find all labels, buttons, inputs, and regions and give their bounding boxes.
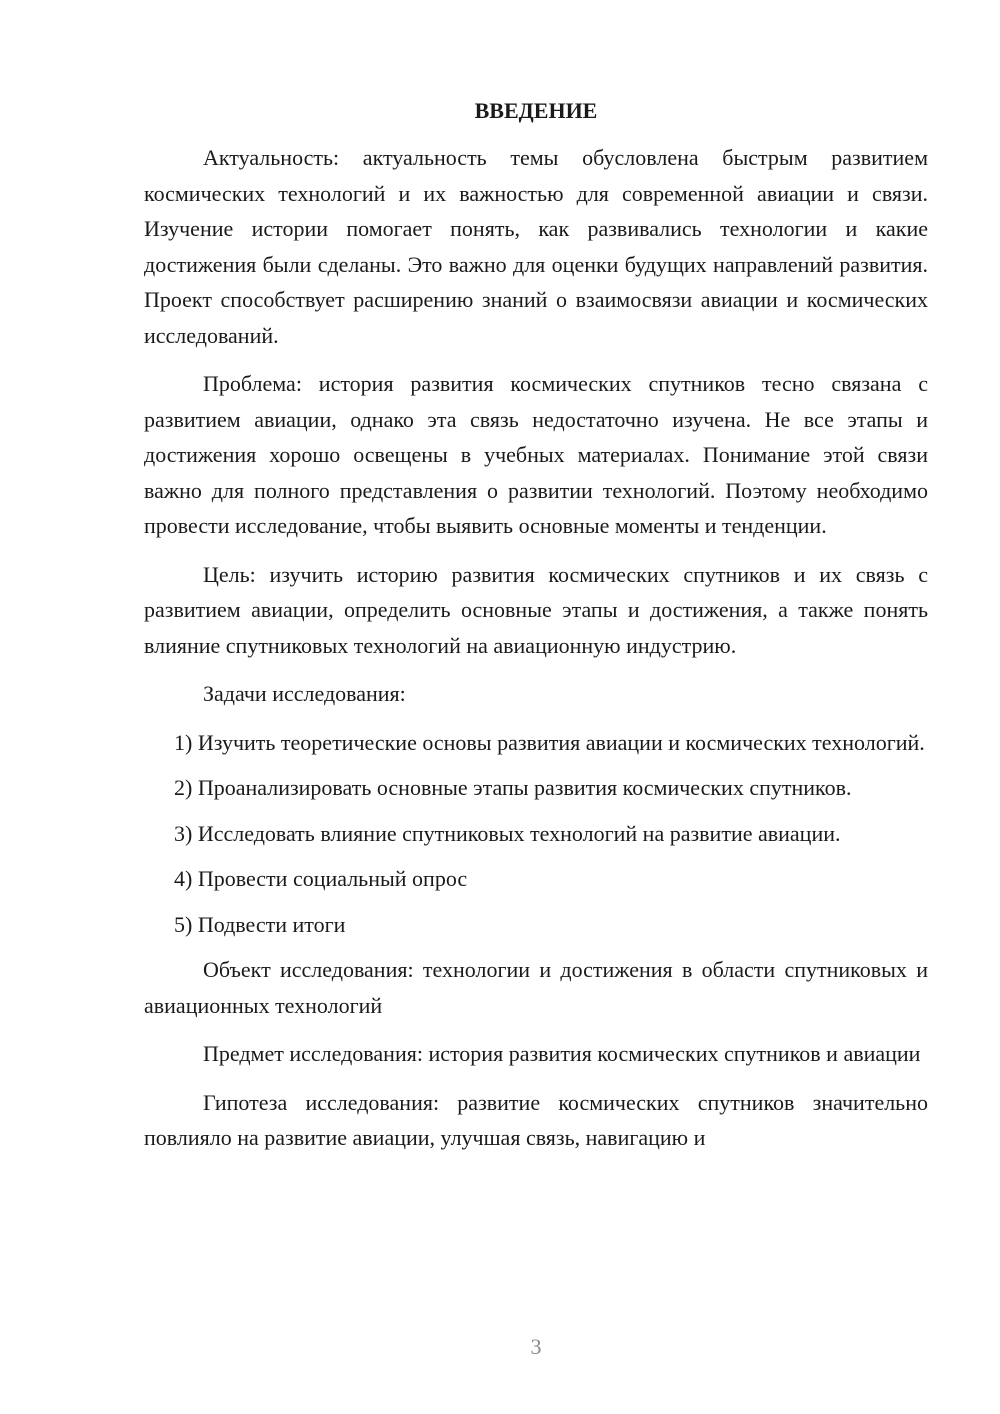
page-content	[144, 96, 928, 1156]
goal-paragraph: Цель: изучить историю развития космических спутников и их связь с развитием авиации, определить основные этапы и достижения, а также понять влияние спутниковых технологий на авиационную индустрию.	[144, 561, 928, 658]
hypothesis-paragraph: Гипотеза исследования: развитие космических спутников значительно повлияло на развитие авиации, улучшая связь, навигацию и	[144, 1089, 928, 1150]
relevance-paragraph: Актуальность: актуальность темы обусловлена быстрым развитием космических технологий и их важностью для современной авиации и связи. Изучение истории помогает понять, как развивались технологии и какие достижения были сделаны. Это важно для оценки будущих направлений развития. Проект способствует расширению знаний о взаимосвязи авиации и космических исследований.	[144, 145, 928, 348]
tasks-heading: Задачи исследования:	[203, 681, 406, 706]
section-heading: ВВЕДЕНИЕ	[474, 98, 598, 123]
task-item-4: 4) Провести социальный опрос	[174, 866, 468, 891]
object-paragraph: Объект исследования: технологии и достижения в области спутниковых и авиационных технологий	[144, 957, 928, 1018]
problem-paragraph: Проблема: история развития космических спутников тесно связана с развитием авиации, однако эта связь недостаточно изучена. Не все этапы и достижения хорошо освещены в учебных материалах. Понимание этой связи важно для полного представления о развитии технологий. Поэтому необходимо провести исследование, чтобы выявить основные моменты и тенденции.	[144, 371, 928, 538]
task-item-3: 3) Исследовать влияние спутниковых технологий на развитие авиации.	[174, 820, 841, 846]
task-item-5: 5) Подвести итоги	[174, 911, 346, 937]
task-item-1: 1) Изучить теоретические основы развития авиации и космических технологий.	[174, 729, 925, 755]
page-number: 3	[530, 1334, 542, 1359]
task-item-2: 2) Проанализировать основные этапы развития космических спутников.	[174, 775, 852, 800]
subject-paragraph: Предмет исследования: история развития космических спутников и авиации	[203, 1041, 921, 1066]
